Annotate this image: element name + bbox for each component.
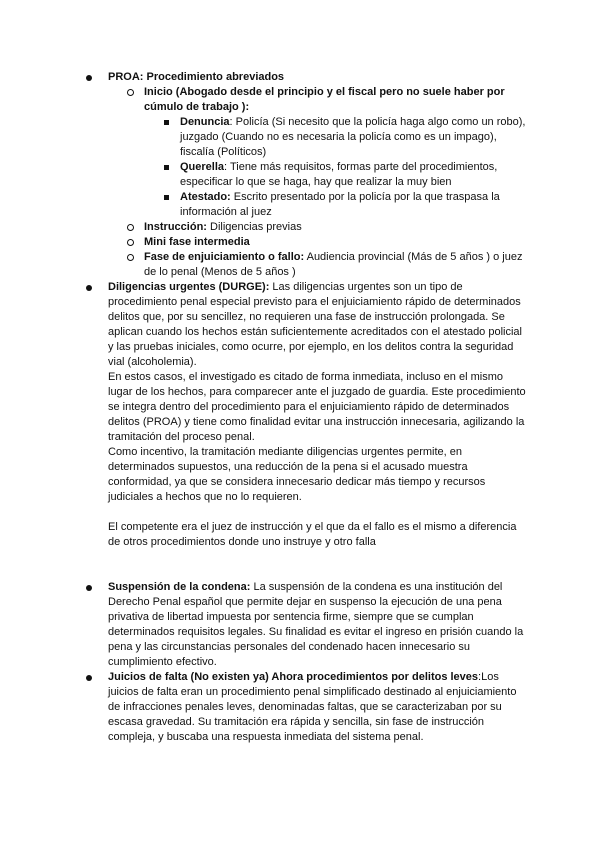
bullet-icon <box>86 285 92 291</box>
list-item-diligencias <box>108 280 528 580</box>
subitem-inicio <box>144 85 528 220</box>
item-title: Juicios de falta (No existen ya) Ahora procedimientos por delitos leves <box>108 671 479 683</box>
circle-bullet-icon <box>127 239 134 246</box>
item-title: Diligencias urgentes (DURGE): <box>108 281 270 293</box>
item-text: Las diligencias urgentes son un tipo de procedimiento penal especial previsto para el enjuiciamiento rápido de determinados delitos que, por su sencillez, no requieren una fase de instrucción prolongada. Se aplican cuando los hechos están suficientemente acreditados con el atestado policial y las pruebas iniciales, como ocurre, por ejemplo, en los delitos contra la seguridad vial (alcoholemia). <box>108 281 522 368</box>
sublist <box>144 85 528 280</box>
subitem-title: Mini fase intermedia <box>144 236 250 248</box>
item-text: La suspensión de la condena es una institución del Derecho Penal español que permite dejar en suspenso la ejecución de una pena privativa de libertad impuesta por sentencia firme, siempre que se cumplan determinados requisitos legales. Su finalidad es evitar el ingreso en prisión cuando la pena y las circunstancias personales del condenado hacen innecesario su cumplimiento efectivo. <box>108 581 524 668</box>
subitem-title: Inicio (Abogado desde el principio y el fiscal pero no suele haber por cúmulo de trabajo ): <box>144 86 505 113</box>
circle-bullet-icon <box>127 254 134 261</box>
subsubitem-denuncia <box>180 115 528 160</box>
subsubitem-querella <box>180 160 528 190</box>
bullet-icon <box>86 75 92 81</box>
item-title: Suspensión de la condena: <box>108 581 251 593</box>
square-bullet-icon <box>164 165 169 170</box>
paragraph: Como incentivo, la tramitación mediante diligencias urgentes permite, en determinados supuestos, una reducción de la pena si el acusado muestra conformidad, ya que se considera innecesario dedicar más tiempo y recursos judiciales a hechos que no lo requieren. <box>108 446 486 503</box>
blank-line <box>108 550 528 565</box>
subitem-title: Fase de enjuiciamiento o fallo: <box>144 251 305 263</box>
subsubitem-text: : Policía (Si necesito que la policía haga algo como un robo), juzgado (Cuando no es necesaria la policía como es un impago), fiscalía (Políticos) <box>180 116 526 158</box>
square-bullet-icon <box>164 120 169 125</box>
subsublist <box>180 115 528 220</box>
subitem-instruccion <box>144 220 528 235</box>
subitem-text: Audiencia provincial (Más de 5 años ) o juez de lo penal (Menos de 5 años ) <box>144 251 523 278</box>
subitem-title: Instrucción: <box>144 221 207 233</box>
bullet-icon <box>86 585 92 591</box>
circle-bullet-icon <box>127 224 134 231</box>
subsubitem-title: Atestado: <box>180 191 231 203</box>
subitem-fase-enjuiciamiento <box>144 250 528 280</box>
blank-line <box>108 565 528 580</box>
subitem-mini-fase <box>144 235 528 250</box>
list-item-suspension <box>108 580 528 670</box>
paragraph: El competente era el juez de instrucción y el que da el fallo es el mismo a diferencia de otros procedimientos donde uno instruye y otro falla <box>108 521 517 548</box>
bullet-icon <box>86 675 92 681</box>
square-bullet-icon <box>164 195 169 200</box>
subsubitem-text: : Tiene más requisitos, formas parte del procedimientos, especificar lo que se haga, hay que realizar la muy bien <box>180 161 498 188</box>
paragraph: En estos casos, el investigado es citado de forma inmediata, incluso en el mismo lugar de los hechos, para comparecer ante el juzgado de guardia. Este procedimiento se integra dentro del procedimiento para el enjuiciamiento rápido de determinados delitos (PROA) y tiene como finalidad evitar una instrucción innecesaria, agilizando la tramitación del proceso penal. <box>108 371 526 443</box>
circle-bullet-icon <box>127 89 134 96</box>
subitem-text: Diligencias previas <box>206 221 302 233</box>
outline-list <box>108 70 528 745</box>
item-text: :Los juicios de falta eran un procedimiento penal simplificado destinado al enjuiciamiento de infracciones penales leves, denominadas faltas, que se caracterizaban por su escasa gravedad. Su tramitación era rápida y sencilla, sin fase de instrucción compleja, y buscaba una respuesta inmediata del sistema penal. <box>108 671 517 743</box>
subsubitem-atestado <box>180 190 528 220</box>
list-item-juicios <box>108 670 528 745</box>
blank-line <box>108 505 528 520</box>
subsubitem-title: Querella <box>180 161 225 173</box>
subsubitem-text: Escrito presentado por la policía por la que traspasa la información al juez <box>180 191 500 218</box>
item-title: PROA: Procedimiento abreviados <box>108 71 285 83</box>
list-item-proa <box>108 70 528 280</box>
subsubitem-title: Denuncia <box>180 116 230 128</box>
